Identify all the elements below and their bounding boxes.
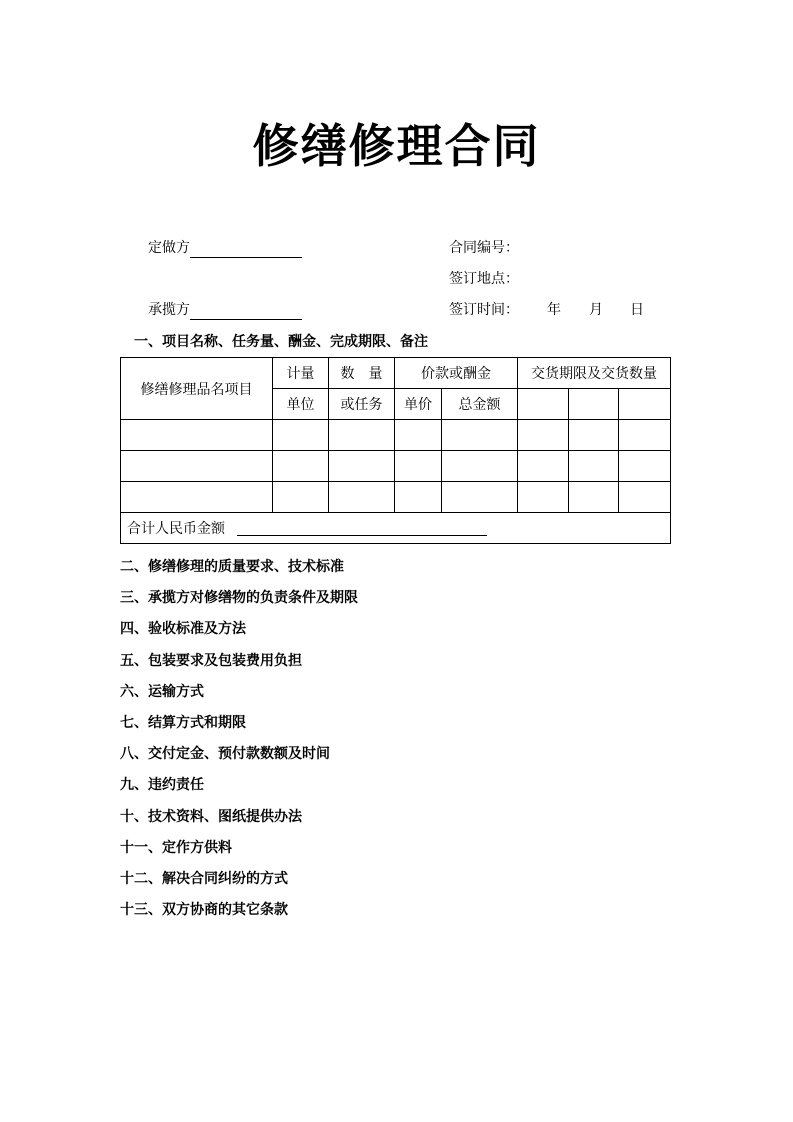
table-cell[interactable] xyxy=(518,451,569,482)
table-row xyxy=(121,451,671,482)
contractor-label: 承揽方 xyxy=(148,302,190,318)
date-day: 日 xyxy=(630,302,644,318)
contractor-field xyxy=(148,300,302,320)
table-cell[interactable] xyxy=(329,482,395,513)
table-cell[interactable] xyxy=(121,451,273,482)
total-row xyxy=(121,513,671,544)
section-heading-11: 十一、定作方供料 xyxy=(120,840,232,856)
section-heading-4: 四、验收标准及方法 xyxy=(120,621,246,637)
table-cell[interactable] xyxy=(619,451,671,482)
table-cell[interactable] xyxy=(442,451,518,482)
contract-no-label: 合同编号： xyxy=(449,240,519,256)
total-amount-blank[interactable] xyxy=(237,523,487,536)
section-heading-10: 十、技术资料、图纸提供办法 xyxy=(120,809,302,825)
table-cell[interactable] xyxy=(329,451,395,482)
table-cell[interactable] xyxy=(273,482,329,513)
table-cell[interactable] xyxy=(121,420,273,451)
table-cell[interactable] xyxy=(619,482,671,513)
table-cell[interactable] xyxy=(518,482,569,513)
header-qty-line1: 数 量 xyxy=(329,358,395,389)
header-item-name: 修缮修理品名项目 xyxy=(121,358,273,420)
delivery-cell[interactable] xyxy=(569,389,619,420)
section-heading-8: 八、交付定金、预付款数额及时间 xyxy=(120,746,330,762)
table-cell[interactable] xyxy=(569,420,619,451)
table-row xyxy=(121,482,671,513)
delivery-cell[interactable] xyxy=(619,389,671,420)
section-heading-9: 九、违约责任 xyxy=(120,777,204,793)
section-heading-6: 六、运输方式 xyxy=(120,684,204,700)
client-field xyxy=(148,238,302,258)
table-cell[interactable] xyxy=(395,451,442,482)
table-cell[interactable] xyxy=(273,420,329,451)
total-label: 合计人民币金额 xyxy=(127,521,225,537)
section-heading-1: 一、项目名称、任务量、酬金、完成期限、备注 xyxy=(134,334,428,350)
client-blank[interactable] xyxy=(190,243,302,258)
section-heading-5: 五、包装要求及包装费用负担 xyxy=(120,653,302,669)
signing-time-label: 签订时间： xyxy=(449,302,519,318)
table-cell[interactable] xyxy=(273,451,329,482)
contractor-blank[interactable] xyxy=(190,305,302,320)
header-delivery-group: 交货期限及交货数量 xyxy=(518,358,671,389)
section-heading-7: 七、结算方式和期限 xyxy=(120,715,246,731)
table-cell[interactable] xyxy=(619,420,671,451)
table-cell[interactable] xyxy=(121,482,273,513)
section-heading-3: 三、承揽方对修缮物的负责条件及期限 xyxy=(120,590,358,606)
delivery-cell[interactable] xyxy=(518,389,569,420)
table-cell[interactable] xyxy=(569,451,619,482)
table-cell[interactable] xyxy=(395,420,442,451)
table-cell[interactable] xyxy=(329,420,395,451)
section-heading-13: 十三、双方协商的其它条款 xyxy=(120,902,288,918)
table-cell[interactable] xyxy=(442,420,518,451)
header-qty-line2: 或任务 xyxy=(329,389,395,420)
table-cell[interactable] xyxy=(442,482,518,513)
signing-place-label: 签订地点： xyxy=(449,271,519,287)
header-unit-line2: 单位 xyxy=(273,389,329,420)
table-cell[interactable] xyxy=(569,482,619,513)
client-label: 定做方 xyxy=(148,240,190,256)
header-unit-price: 单价 xyxy=(395,389,442,420)
header-total-amount: 总金额 xyxy=(442,389,518,420)
header-unit-line1: 计量 xyxy=(273,358,329,389)
date-month: 月 xyxy=(589,302,603,318)
date-year: 年 xyxy=(547,302,561,318)
document-title: 修缮修理合同 xyxy=(252,119,541,173)
items-table xyxy=(120,357,671,544)
section-heading-12: 十二、解决合同纠纷的方式 xyxy=(120,871,288,887)
table-cell[interactable] xyxy=(395,482,442,513)
table-row xyxy=(121,420,671,451)
header-price-group: 价款或酬金 xyxy=(395,358,518,389)
section-heading-2: 二、修缮修理的质量要求、技术标准 xyxy=(120,559,344,575)
table-cell[interactable] xyxy=(518,420,569,451)
